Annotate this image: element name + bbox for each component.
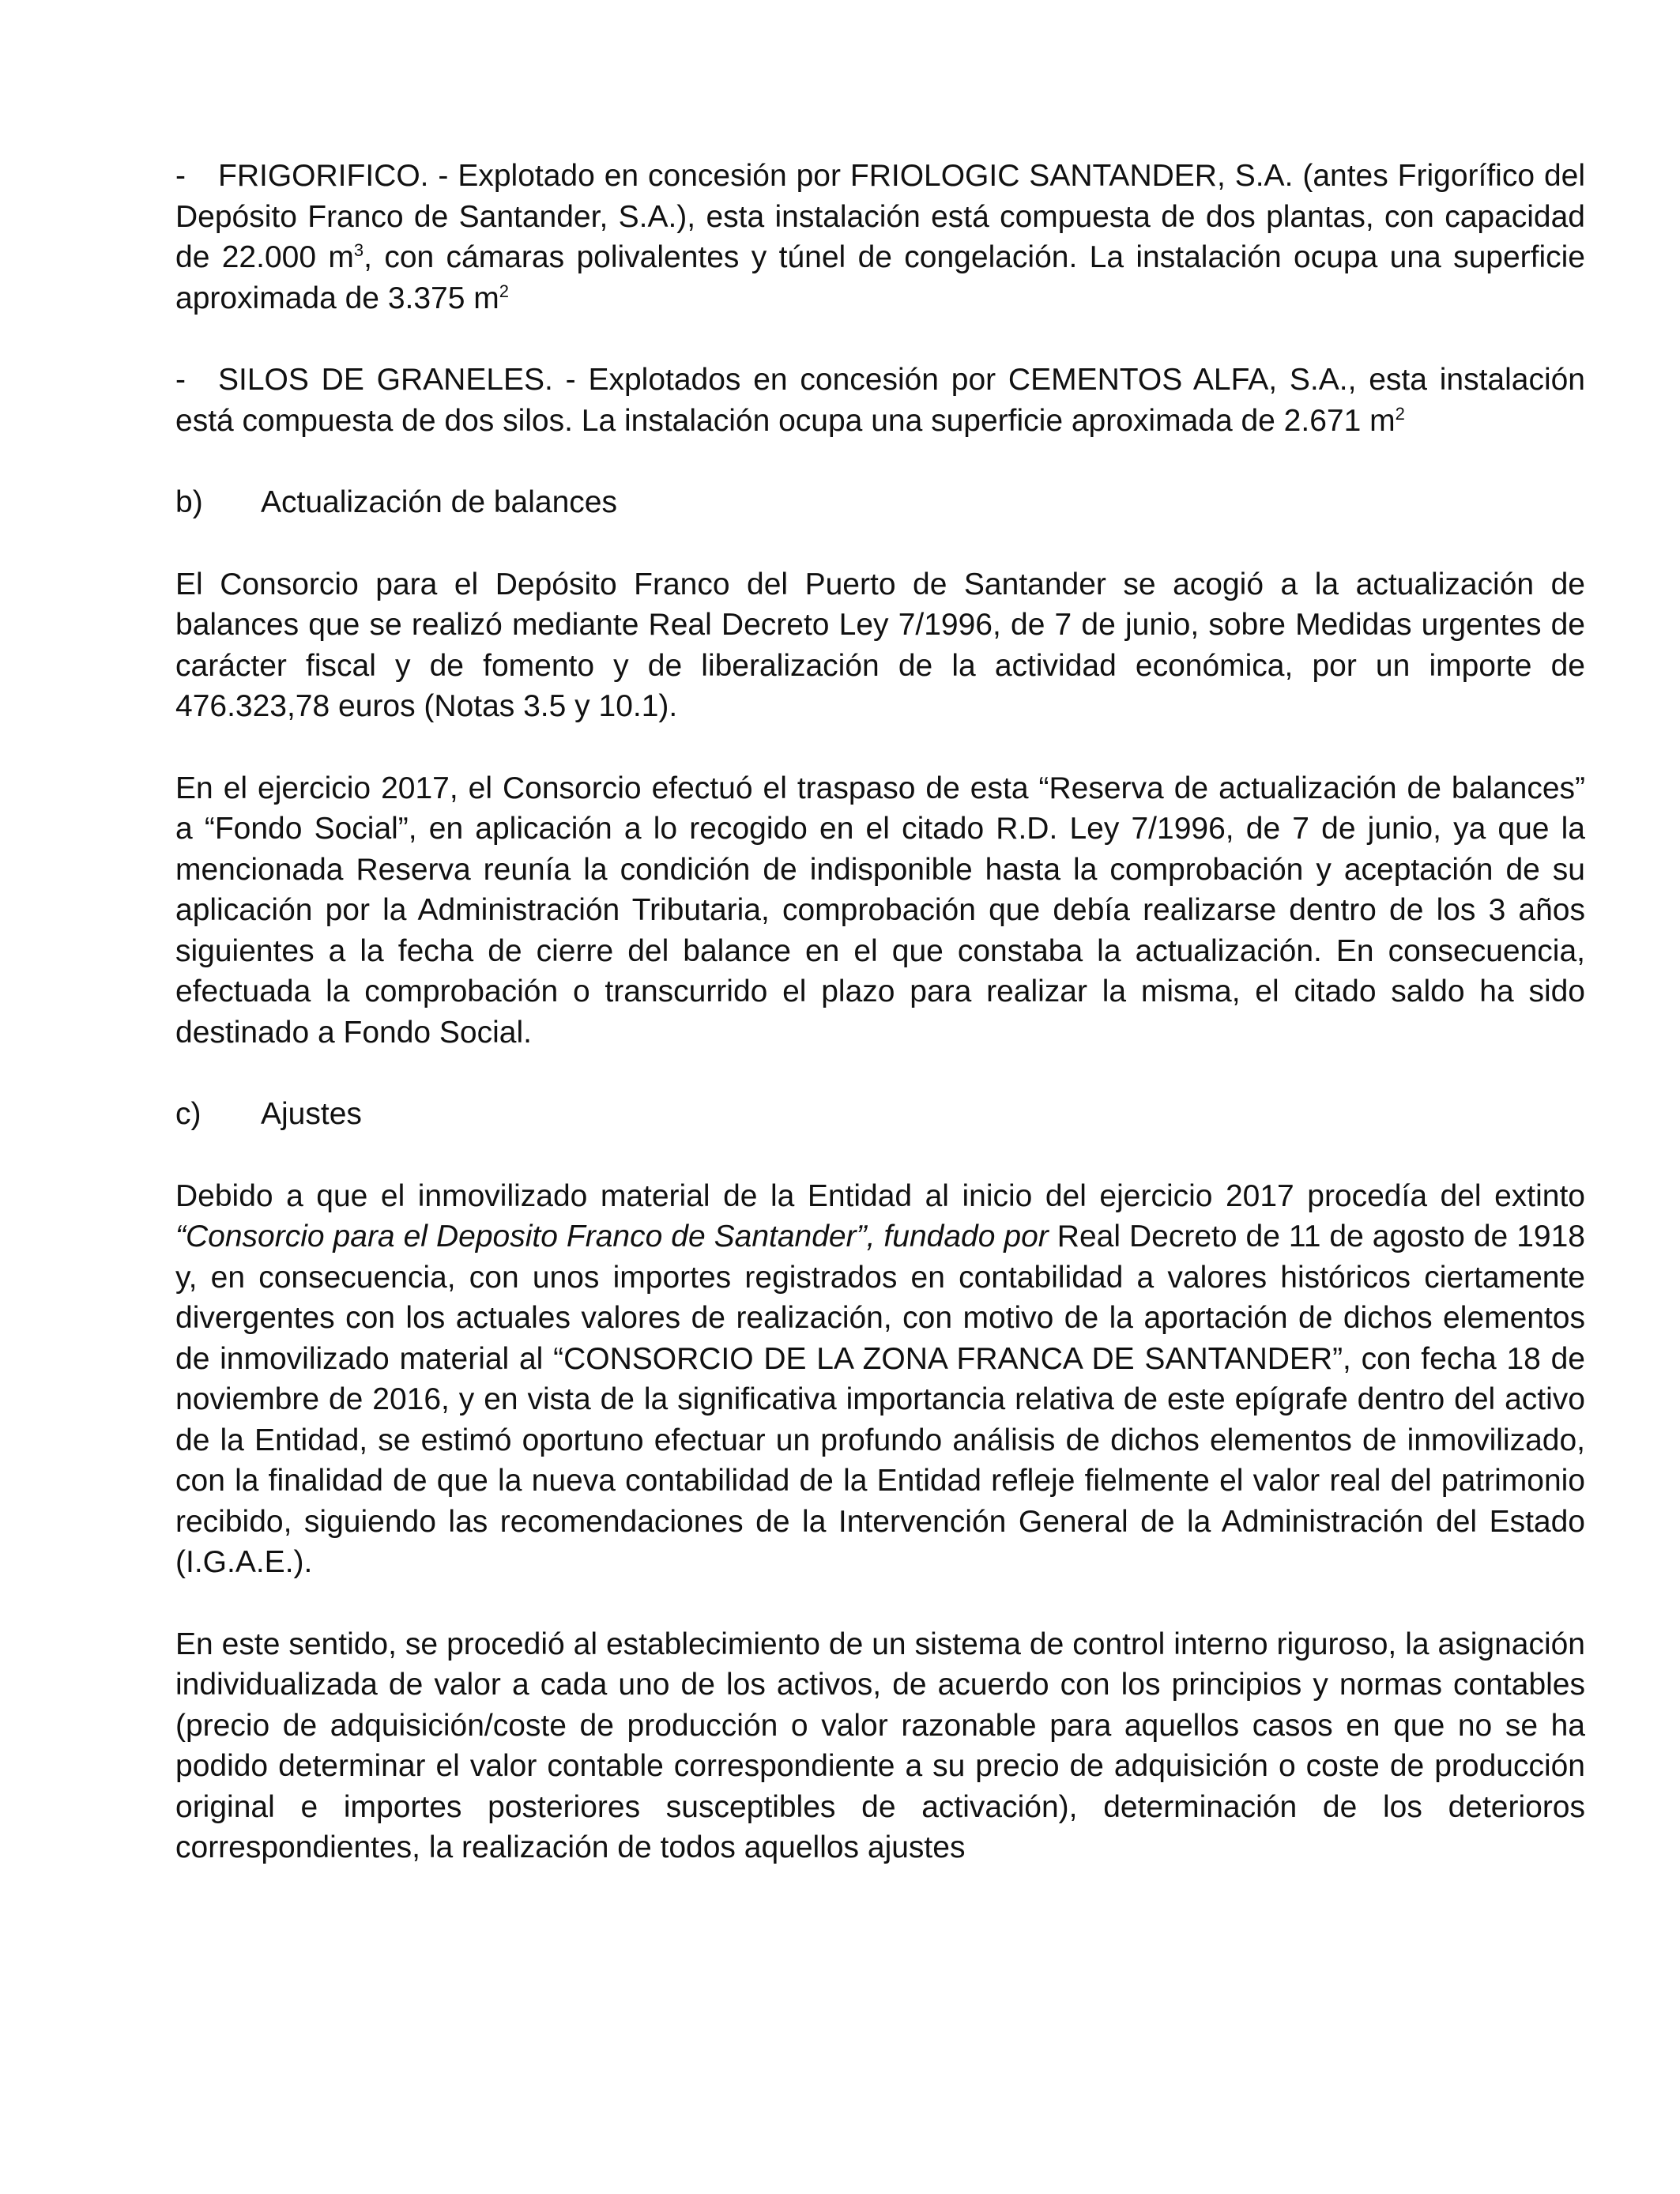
bullet-silos-text: SILOS DE GRANELES. - Explotados en concesión por CEMENTOS ALFA, S.A., esta instalación está compuesta de dos silos. La instalación ocupa una superficie aproximada de 2.671 m: [175, 363, 1585, 438]
section-c-p1-start: Debido a que el inmovilizado material de la Entidad al inicio del ejercicio 2017 procedía del extinto: [175, 1178, 1585, 1213]
bullet-dash: -: [175, 363, 186, 397]
section-c-paragraph-2: En este sentido, se procedió al establecimiento de un sistema de control interno riguroso, la asignación individualizada de valor a cada uno de los activos, de acuerdo con los principios y normas contables (precio de adquisición/coste de producción o valor razonable para aquellos casos en que no se ha podido determinar el valor contable correspondiente a su precio de adquisición o coste de producción original e importes posteriores susceptibles de activación), determinación de los deterioros correspondientes, la realización de todos aquellos ajustes: [175, 1627, 1585, 1864]
section-c-p1-end: Real Decreto de 11 de agosto de 1918 y, en consecuencia, con unos importes registrados en contabilidad a valores históricos ciertamente divergentes con los actuales valores de realización, con motivo de la aportación de dichos elementos de inmovilizado material al “CONSORCIO DE LA ZONA FRANCA DE SANTANDER”, con fecha 18 de noviembre de 2016, y en vista de la significativa importancia relativa de este epígrafe dentro del activo de la Entidad, se estimó oportuno efectuar un profundo análisis de dichos elementos de inmovilizado, con la finalidad de que la nueva contabilidad de la Entidad refleje fielmente el valor real del patrimonio recibido, siguiendo las recomendaciones de la Intervención General de la Administración del Estado (I.G.A.E.).: [175, 1220, 1585, 1579]
superscript-squared: 2: [499, 281, 509, 301]
bullet-frigorifico: [175, 156, 1585, 319]
section-b-title: Actualización de balances: [261, 485, 617, 519]
superscript-squared: 2: [1395, 403, 1405, 424]
section-b-letter: b): [175, 485, 203, 519]
section-b-paragraph-1: El Consorcio para el Depósito Franco del Puerto de Santander se acogió a la actualización de balances que se realizó mediante Real Decreto Ley 7/1996, de 7 de junio, sobre Medidas urgentes de carácter fiscal y de fomento y de liberalización de la actividad económica, por un importe de 476.323,78 euros (Notas 3.5 y 10.1).: [175, 567, 1585, 723]
superscript-cubed: 3: [353, 240, 364, 260]
bullet-frigorifico-text: FRIGORIFICO. - Explotado en concesión por FRIOLOGIC SANTANDER, S.A. (antes Frigorífico del Depósito Franco de Santander, S.A.), esta instalación está compuesta de dos plantas, con capacidad de 22.000 m: [175, 159, 1585, 274]
bullet-frigorifico-text-continued: , con cámaras polivalentes y túnel de congelación. La instalación ocupa una superficie aproximada de 3.375 m: [175, 240, 1585, 315]
section-c-p1-italic: “Consorcio para el Deposito Franco de Santander”, fundado por: [175, 1220, 1049, 1253]
section-c-title: Ajustes: [261, 1097, 362, 1131]
section-b-heading: [175, 482, 1585, 523]
section-c-paragraph-1: [175, 1176, 1585, 1583]
document-page: [175, 156, 1585, 1868]
section-c-heading: [175, 1094, 1585, 1135]
section-b-paragraph-2: En el ejercicio 2017, el Consorcio efectuó el traspaso de esta “Reserva de actualización de balances” a “Fondo Social”, en aplicación a lo recogido en el citado R.D. Ley 7/1996, de 7 de junio, ya que la mencionada Reserva reunía la condición de indisponible hasta la comprobación y aceptación de su aplicación por la Administración Tributaria, comprobación que debía realizarse dentro de los 3 años siguientes a la fecha de cierre del balance en el que constaba la actualización. En consecuencia, efectuada la comprobación o transcurrido el plazo para realizar la misma, el citado saldo ha sido destinado a Fondo Social.: [175, 771, 1585, 1050]
bullet-dash: -: [175, 159, 186, 193]
bullet-silos: [175, 360, 1585, 441]
section-c-letter: c): [175, 1097, 202, 1131]
